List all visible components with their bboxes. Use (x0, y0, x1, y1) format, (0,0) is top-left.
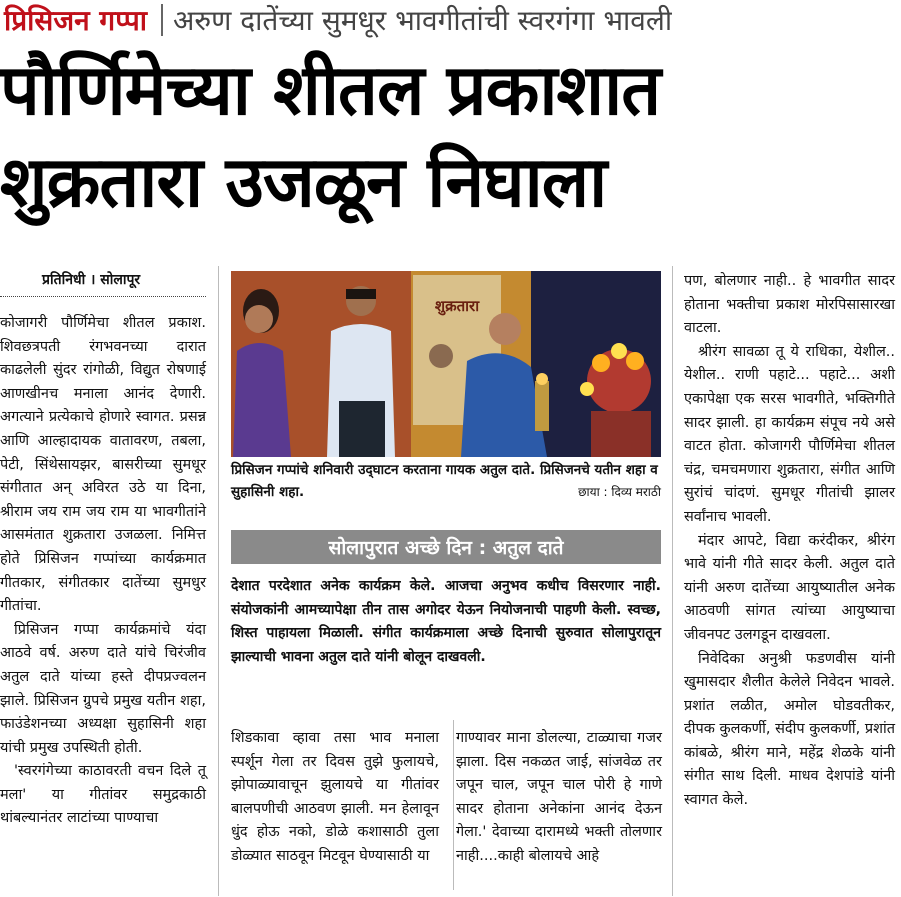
kicker-subtitle: अरुण दातेंच्या सुमधूर भावगीतांची स्वरगंगा भावली (172, 4, 673, 37)
column-divider-1 (218, 266, 219, 896)
kicker-bar (0, 0, 901, 40)
col1-paragraph-1: कोजागरी पौर्णिमेचा शीतल प्रकाश. शिवछत्रपती रंगभवनच्या दारात काढलेली सुंदर रांगोळी, विद्युत रोषणाई आणखीनच मनाला आनंद देणारी. अगत्याने प्रत्येकाचे होणारे स्वागत. प्रसन्न आणि आल्हादायक वातावरण, तबला, पेटी, सिंथेसायझर, बासरीच्या सुमधूर संगीतात अन् अविरत उठे या दिना, श्रीराम जय राम जय राम या भावगीतांने आसमंतात शुक्रतारा उजळला. निमित्त होते प्रिसिजन गप्पांच्या कार्यक्रमात गीतकार, संगीतकार दातेंच्या सुमधुर गीतांचा. (0, 315, 206, 615)
col4-paragraph-1: पण, बोलणार नाही.. हे भावगीत सादर होताना भक्तीचा प्रकाश मोरपिसासारखा वाटला. (684, 273, 895, 337)
byline: प्रतिनिधी । सोलापूर (42, 272, 141, 288)
column-3 (456, 727, 662, 869)
col2-paragraph: शिडकावा व्हावा तसा भाव मनाला स्पर्शून गेला तर दिवस तुझे फुलायचे, झोपाळ्यावाचून झुलायचे या गीतांवर बालपणीची आठवण झाली. मन हेलावून धुंद होऊ नको, डोळे कशासाठी तुला डोळ्यात साठवून मिटवून घेण्यासाठी या (231, 730, 439, 864)
box-text: देशात परदेशात अनेक कार्यक्रम केले. आजचा अनुभव कधीच विसरणार नाही. संयोजकांनी आमच्यापेक्षा तीन तास अगोदर येऊन नियोजनाची पाहणी केली. स्वच्छ, शिस्त पाहायला मिळाली. संगीत कार्यक्रमाला अच्छे दिनाची सुरुवात सोलापुरातून झाल्याची भावना अतुल दाते यांनी बोलून दाखवली. (231, 578, 661, 665)
col4-paragraph-3: मंदार आपटे, विद्या करंदीकर, श्रीरंग भावे यांनी गीते सादर केली. अतुल दाते यांनी अरुण दातेंच्या आयुष्यातील अनेक आठवणी सांगत त्यांच्या आयुष्याचा जीवनपट उलगडून दाखवला. (684, 532, 895, 643)
column-4 (684, 270, 895, 813)
section-label: प्रिसिजन गप्पा (4, 4, 147, 37)
kicker-divider (161, 4, 163, 36)
photo-illustration (231, 271, 661, 457)
person-left (233, 343, 291, 457)
column-1 (0, 312, 206, 831)
event-photo (231, 271, 661, 457)
photo-caption: प्रिसिजन गप्पांचे शनिवारी उद्‌घाटन करताना गायक अतुल दाते. प्रिसिजनचे यतीन शहा व सुहासिनी शहा. (231, 462, 658, 500)
col4-paragraph-4: निवेदिका अनुश्री फडणवीस यांनी खुमासदार शैलीत केलेले निवेदन भावले. प्रशांत लळीत, अमोल घोडवतीकर, दीपक कुलकर्णी, संदीप कुलकर्णी, प्रशांत कांबळे, श्रीरंग माने, महेंद्र शेळके यांनी संगीत साथ दिली. माधव देशपांडे यांनी स्वागत केले. (684, 650, 895, 809)
col1-paragraph-2: प्रिसिजन गप्पा कार्यक्रमांचे यंदा आठवे वर्ष. अरुण दाते यांचे चिरंजीव अतुल दाते यांच्या हस्ते दीपप्रज्वलन झाले. प्रिसिजन ग्रुपचे प्रमुख यतीन शहा, फाउंडेशनच्या अध्यक्षा सुहासिनी शहा यांची प्रमुख उपस्थिती होती. (0, 621, 206, 756)
photo-credit: छाया : दिव्य मराठी (578, 485, 661, 499)
byline-rule (0, 296, 206, 297)
col4-paragraph-2: श्रीरंग सावळा तू ये राधिका, येशील.. येशील.. राणी पहाटे... पहाटे... अशी एकापेक्षा एक सरस भावगीते, भक्तिगीते सादर झाली. हा कार्यक्रम संपूच नये असे वाटत होता. कोजागरी पौर्णिमेचा शीतल चंद्र, चमचमणारा शुक्रतारा, संगीत आणि सुरांचं चांदणं. सुमधूर गीतांची झालर सर्वांनाच भावली. (684, 343, 895, 525)
headline (0, 44, 901, 228)
headline-line-2: शुक्रतारा उजळून निघाला (0, 141, 607, 223)
column-divider-2 (453, 720, 454, 890)
poster-title: शुक्रतारा (434, 297, 480, 315)
column-divider-3 (672, 266, 673, 896)
col3-paragraph: गाण्यावर माना डोलल्या, टाळ्याचा गजर झाला. दिस नकळत जाई, सांजवेळ तर जपून चाल, जपून चाल पोरी हे गाणे सादर होताना अनेकांना आनंद देऊन गेला.' देवाच्या दारामध्ये भक्ती तोलणार नाही....काही बोलायचे आहे (456, 730, 662, 864)
photo-caption-block (231, 459, 661, 503)
headline-line-1: पौर्णिमेच्या शीतल प्रकाशात (0, 49, 661, 131)
box-title: सोलापुरात अच्छे दिन : अतुल दाते (231, 530, 661, 564)
column-2 (231, 727, 439, 869)
col1-paragraph-3: 'स्वरगंगेच्या काठावरती वचन दिले तू मला' या गीतांवर समुद्रकाठी थांबल्यानंतर लाटांच्या पाण्याचा (0, 763, 206, 827)
